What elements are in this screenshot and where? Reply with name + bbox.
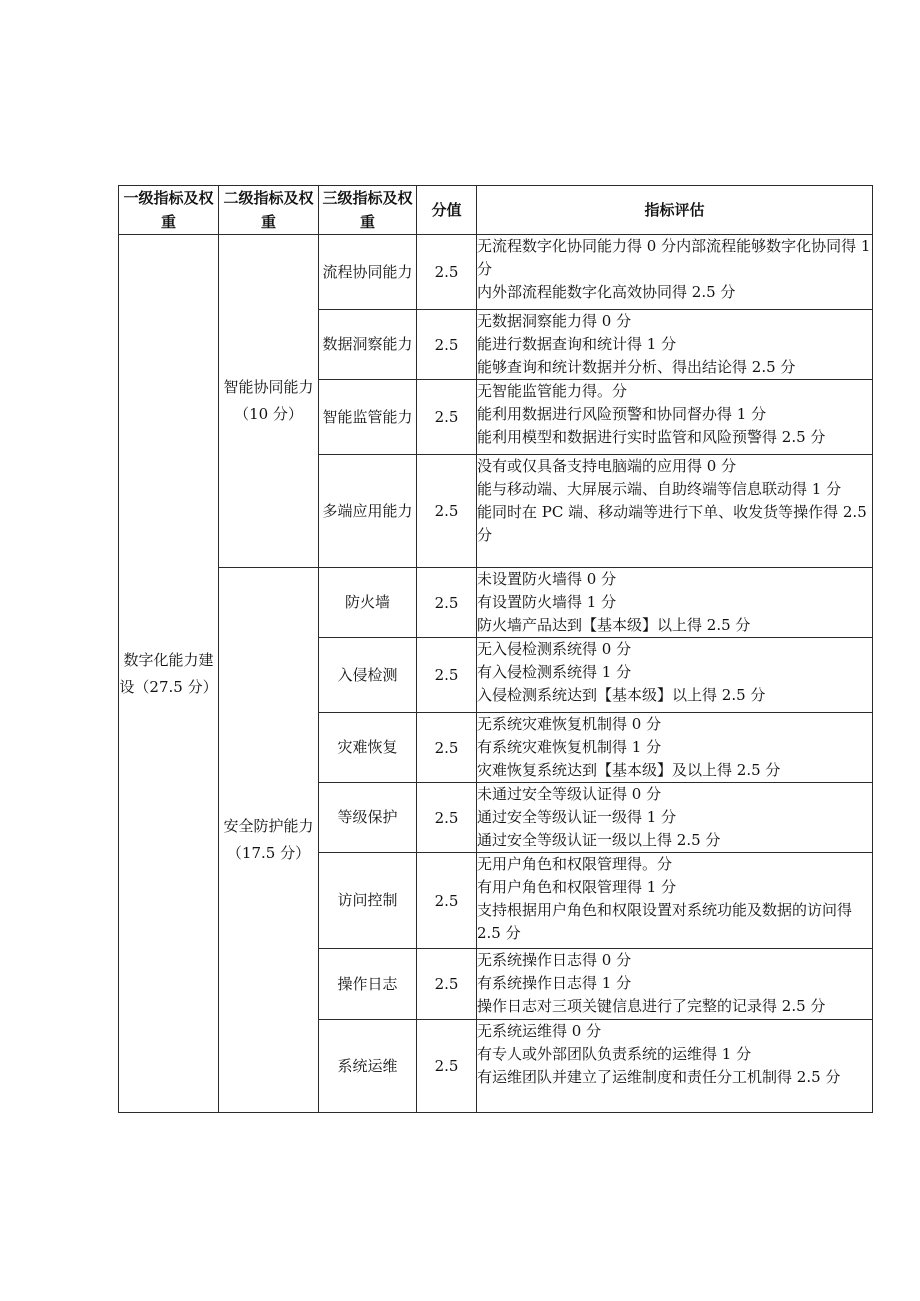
header-level1-indicator: 一级指标及权重 <box>119 186 219 235</box>
evaluation-cell <box>477 1020 873 1113</box>
evaluation-cell <box>477 380 873 455</box>
evaluation-cell <box>477 783 873 853</box>
evaluation-line: 未通过安全等级认证得 0 分 <box>477 785 662 803</box>
evaluation-line: 通过安全等级认证一级以上得 2.5 分 <box>477 831 721 849</box>
indicator-name-cell: 流程协同能力 <box>319 235 417 310</box>
indicator-evaluation-table <box>118 185 873 1113</box>
table-row <box>119 235 873 310</box>
evaluation-cell <box>477 310 873 380</box>
evaluation-line: 灾难恢复系统达到【基本级】及以上得 2.5 分 <box>477 761 781 779</box>
evaluation-line: 防火墙产品达到【基本级】以上得 2.5 分 <box>477 616 751 634</box>
level2-indicator-cell: 智能协同能力（10 分） <box>219 235 319 568</box>
score-cell: 2.5 <box>417 1020 477 1113</box>
evaluation-cell <box>477 853 873 949</box>
table-row <box>119 568 873 638</box>
level2-indicator-cell: 安全防护能力（17.5 分） <box>219 568 319 1113</box>
evaluation-line: 无入侵检测系统得 0 分 <box>477 640 632 658</box>
indicator-name-cell: 灾难恢复 <box>319 713 417 783</box>
evaluation-line: 能利用数据进行风险预警和协同督办得 1 分 <box>477 405 767 423</box>
level1-indicator-cell: 数字化能力建设（27.5 分） <box>119 235 219 1113</box>
evaluation-line: 无系统操作日志得 0 分 <box>477 951 632 969</box>
score-cell: 2.5 <box>417 310 477 380</box>
evaluation-line: 有入侵检测系统得 1 分 <box>477 663 632 681</box>
score-cell: 2.5 <box>417 853 477 949</box>
evaluation-line: 能利用模型和数据进行实时监管和风险预警得 2.5 分 <box>477 428 826 446</box>
evaluation-line: 有系统操作日志得 1 分 <box>477 974 632 992</box>
evaluation-line: 无用户角色和权限管理得。分 <box>477 855 673 873</box>
score-cell: 2.5 <box>417 568 477 638</box>
header-level3-indicator: 三级指标及权重 <box>319 186 417 235</box>
indicator-name-cell: 操作日志 <box>319 949 417 1020</box>
header-row <box>119 186 873 235</box>
score-cell: 2.5 <box>417 638 477 713</box>
indicator-name-cell: 等级保护 <box>319 783 417 853</box>
evaluation-line: 无系统灾难恢复机制得 0 分 <box>477 715 662 733</box>
score-cell: 2.5 <box>417 235 477 310</box>
evaluation-line: 操作日志对三项关键信息进行了完整的记录得 2.5 分 <box>477 997 826 1015</box>
evaluation-line: 能与移动端、大屏展示端、自助终端等信息联动得 1 分 <box>477 480 842 498</box>
indicator-name-cell: 防火墙 <box>319 568 417 638</box>
evaluation-line: 无智能监管能力得。分 <box>477 382 628 400</box>
evaluation-line: 有用户角色和权限管理得 1 分 <box>477 878 677 896</box>
evaluation-line: 有系统灾难恢复机制得 1 分 <box>477 738 662 756</box>
evaluation-line: 没有或仅具备支持电脑端的应用得 0 分 <box>477 457 737 475</box>
evaluation-line: 无数据洞察能力得 0 分 <box>477 312 632 330</box>
score-cell: 2.5 <box>417 949 477 1020</box>
evaluation-cell <box>477 949 873 1020</box>
indicator-name-cell: 多端应用能力 <box>319 455 417 568</box>
evaluation-line: 有运维团队并建立了运维制度和责任分工机制得 2.5 分 <box>477 1068 841 1086</box>
header-level2-indicator: 二级指标及权重 <box>219 186 319 235</box>
evaluation-line: 入侵检测系统达到【基本级】以上得 2.5 分 <box>477 686 766 704</box>
evaluation-line: 有设置防火墙得 1 分 <box>477 593 617 611</box>
header-evaluation: 指标评估 <box>477 186 873 235</box>
indicator-name-cell: 访问控制 <box>319 853 417 949</box>
evaluation-line: 支持根据用户角色和权限设置对系统功能及数据的访问得 2.5 分 <box>477 901 853 942</box>
header-score: 分值 <box>417 186 477 235</box>
evaluation-line: 无系统运维得 0 分 <box>477 1022 602 1040</box>
evaluation-line: 通过安全等级认证一级得 1 分 <box>477 808 677 826</box>
indicator-name-cell: 系统运维 <box>319 1020 417 1113</box>
evaluation-cell <box>477 455 873 568</box>
evaluation-cell <box>477 568 873 638</box>
evaluation-cell <box>477 713 873 783</box>
score-cell: 2.5 <box>417 455 477 568</box>
evaluation-line: 能进行数据查询和统计得 1 分 <box>477 335 677 353</box>
indicator-name-cell: 入侵检测 <box>319 638 417 713</box>
evaluation-cell <box>477 235 873 310</box>
evaluation-cell <box>477 638 873 713</box>
score-cell: 2.5 <box>417 783 477 853</box>
evaluation-line: 能同时在 PC 端、移动端等进行下单、收发货等操作得 2.5 分 <box>477 503 867 544</box>
evaluation-line: 无流程数字化协同能力得 0 分内部流程能够数字化协同得 1 分 <box>477 237 871 278</box>
evaluation-line: 能够查询和统计数据并分析、得出结论得 2.5 分 <box>477 358 796 376</box>
score-cell: 2.5 <box>417 713 477 783</box>
evaluation-line: 内外部流程能数字化高效协同得 2.5 分 <box>477 283 736 301</box>
evaluation-line: 有专人或外部团队负责系统的运维得 1 分 <box>477 1045 752 1063</box>
evaluation-line: 未设置防火墙得 0 分 <box>477 570 617 588</box>
indicator-name-cell: 数据洞察能力 <box>319 310 417 380</box>
score-cell: 2.5 <box>417 380 477 455</box>
indicator-name-cell: 智能监管能力 <box>319 380 417 455</box>
